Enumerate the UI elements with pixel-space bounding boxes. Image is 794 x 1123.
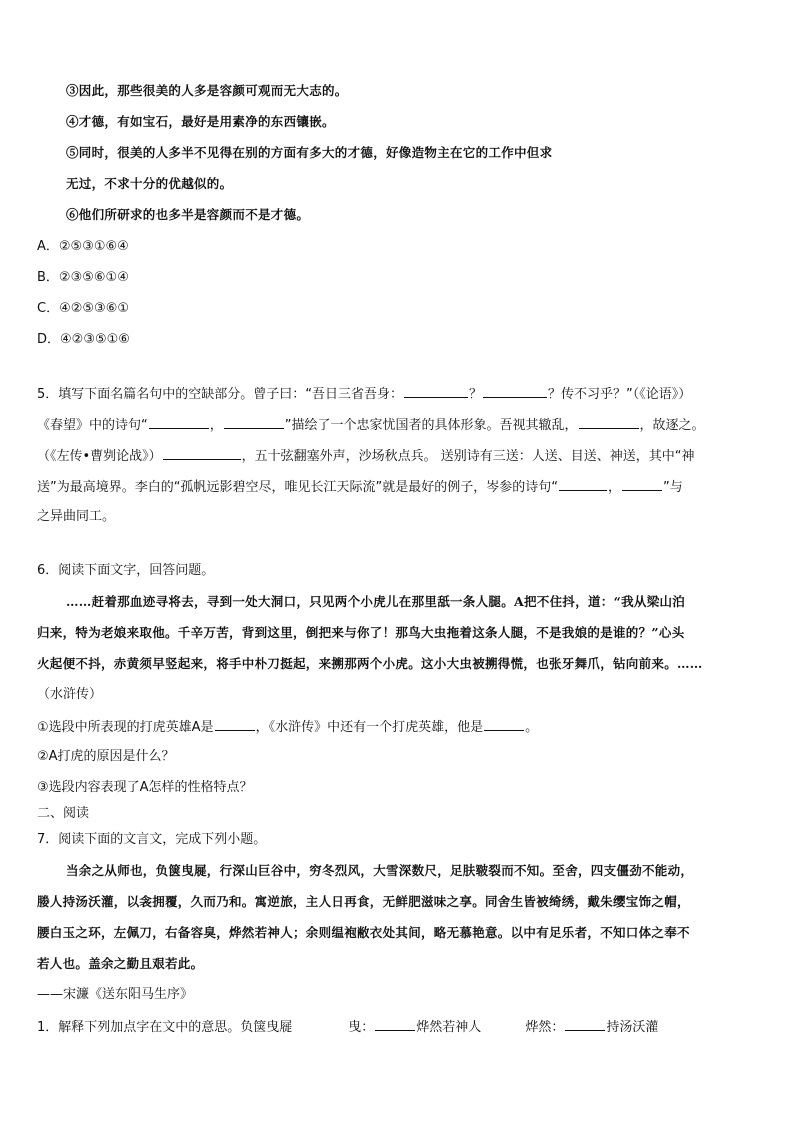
option-text: ④②③⑤①⑥ [60, 332, 130, 347]
sentence-4: ④才德，有如宝石，最好是用素净的东西镶嵌。 [66, 114, 335, 129]
option-letter: A． [37, 239, 59, 254]
blank [622, 477, 662, 491]
q6-sub-2: ②A打虎的原因是什么？ [37, 749, 175, 764]
q5-line-2: 《春望》中的诗句“ ， ”描绘了一个忠家忧国者的具体形象。吾视其辙乱， ，故逐之。 [37, 415, 705, 435]
q7-passage-3: 腰白玉之环，左佩刀，右备容臭，烨然若神人；余则缊袍敝衣处其间，略无慕艳意。以中有足乐者，不知口体之奉不 [37, 925, 690, 940]
blank [375, 1017, 415, 1031]
blank [404, 384, 468, 398]
option-letter: C． [37, 301, 60, 316]
option-text: ④②⑤③⑥① [59, 301, 130, 316]
q7-passage-2: 媵人持汤沃灌，以衾拥覆，久而乃和。寓逆旅，主人日再食，无鲜肥滋味之享。同舍生皆被绮绣，戴朱缨宝饰之帽， [37, 894, 690, 909]
sentence-5-cont: 无过，不求十分的优越似的。 [66, 176, 233, 191]
blank [215, 717, 255, 731]
q6-sub-3: ③选段内容表现了A怎样的性格特点？ [37, 780, 253, 795]
sentence-5: ⑤同时，很美的人多半不见得在别的方面有多大的才德，好像造物主在它的工作中但求 [66, 145, 553, 160]
blank [483, 384, 547, 398]
q5-line-3: （《左传•曹刿论战》） ，五十弦翻塞外声，沙场秋点兵。 送别诗有三送：人送、目送、神送，其中“神 [37, 446, 695, 466]
q5-line-4: 送”为最高境界。李白的“孤帆远影碧空尽，唯见长江天际流”就是最好的例子，岑参的诗句“ ， ”与 [37, 477, 683, 497]
option-text: ②⑤③①⑥④ [58, 239, 129, 254]
q6-passage-1: ……赶着那血迹寻将去，寻到一处大洞口，只见两个小虎儿在那里舐一条人腿。A把不住抖，道：“我从梁山泊 [66, 594, 686, 609]
option-text: ②③⑤⑥①④ [58, 270, 129, 285]
section-heading: 二、阅读 [37, 806, 90, 821]
sentence-6: ⑥他们所研求的也多半是容颜而不是才德。 [66, 207, 310, 222]
blank [565, 1017, 605, 1031]
blank [579, 415, 639, 429]
blank [224, 415, 284, 429]
q5-line-1: 5．填写下面名篇名句中的空缺部分。曾子曰：“吾日三省吾身： ？ ？传不习乎？”（《论语》） [37, 384, 691, 404]
blank [149, 415, 209, 429]
q7-title: 7．阅读下面的文言文，完成下列小题。 [37, 832, 267, 847]
q7-passage-1: 当余之从师也，负箧曳屣，行深山巨谷中，穷冬烈风，大雪深数尺，足肤皲裂而不知。至舍，四支僵劲不能动， [66, 863, 694, 878]
blank [163, 446, 241, 460]
q6-source: （水浒传） [37, 687, 103, 702]
q5-line-5: 之异曲同工。 [37, 509, 116, 524]
q7-passage-4: 若人也。盖余之勤且艰若此。 [37, 956, 204, 971]
q7-sub-1: 1．解释下列加点字在文中的意思。负箧曳屣 曳： 烨然若神人 烨然： 持汤沃灌 [37, 1017, 658, 1037]
option-c [37, 300, 129, 318]
blank [484, 717, 524, 731]
sentence-3: ③因此，那些很美的人多是容颜可观而无大志的。 [66, 83, 348, 98]
blank [559, 477, 607, 491]
q7-source: ——宋濂《送东阳马生序》 [37, 987, 194, 1002]
q6-sub-1: ①选段中所表现的打虎英雄A是 ，《水浒传》中还有一个打虎英雄，他是 。 [37, 717, 538, 737]
q6-passage-2: 归来，特为老娘来取他。千辛万苦，背到这里，倒把来与你了！那鸟大虫拖着这条人腿，不是我娘的是谁的？”心头 [37, 625, 685, 640]
option-a [37, 238, 129, 256]
option-letter: D． [37, 332, 61, 347]
option-letter: B． [37, 270, 59, 285]
option-d [37, 331, 130, 349]
q6-passage-3: 火起便不抖，赤黄须早竖起来，将手中朴刀挺起，来搠那两个小虎。这小大虫被搠得慌，也张牙舞爪，钻向前来。…… [37, 656, 703, 671]
q6-title: 6．阅读下面文字，回答问题。 [37, 563, 215, 578]
option-b [37, 269, 129, 287]
